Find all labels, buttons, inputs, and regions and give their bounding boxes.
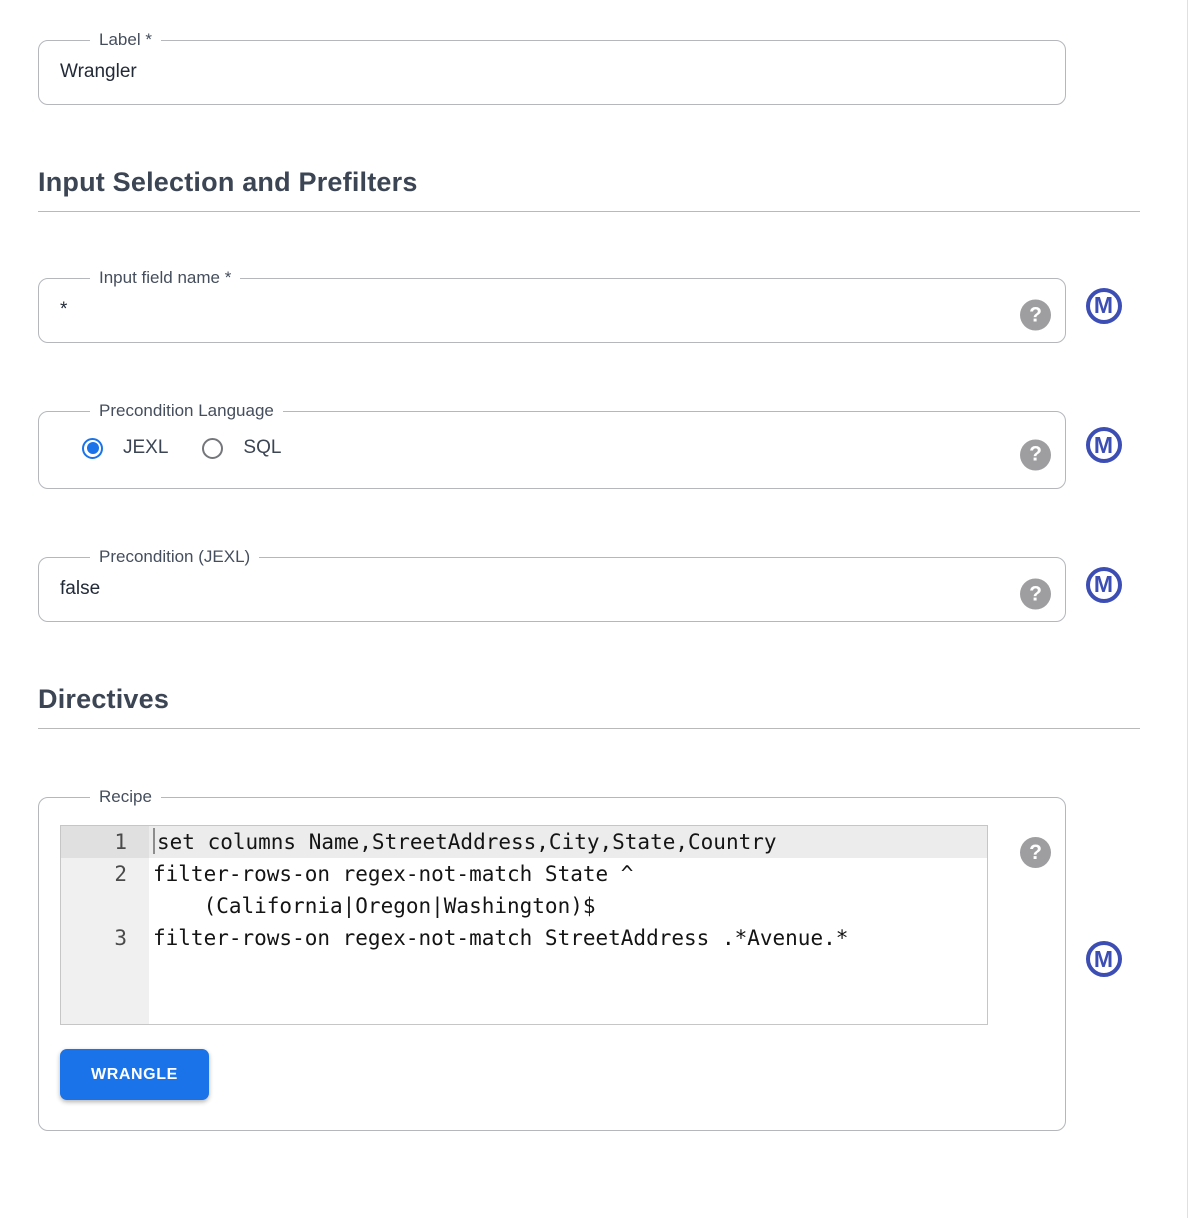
editor-line-number: 3 xyxy=(61,922,149,954)
editor-line-number: 2 xyxy=(61,858,149,890)
precondition-row xyxy=(38,547,1141,622)
macro-icon[interactable]: M xyxy=(1086,427,1122,463)
editor-line-code[interactable] xyxy=(149,826,987,858)
radio-option-jexl[interactable] xyxy=(82,437,168,459)
radio-label-jexl: JEXL xyxy=(123,437,169,458)
section-heading-input-selection: Input Selection and Prefilters xyxy=(38,167,418,197)
editor-line[interactable] xyxy=(61,858,987,890)
panel-right-edge xyxy=(1187,0,1188,1218)
text-cursor xyxy=(153,828,155,854)
editor-line-code[interactable] xyxy=(149,922,987,954)
recipe-editor[interactable] xyxy=(60,825,988,1025)
radio-dot-jexl xyxy=(87,442,99,454)
precondition-language-field xyxy=(38,401,1066,489)
editor-line-code[interactable] xyxy=(149,858,987,890)
precondition-language-radio-group xyxy=(60,425,1045,467)
input-field-name-row xyxy=(38,268,1141,343)
precondition-field[interactable] xyxy=(38,547,1066,622)
section-heading-directives: Directives xyxy=(38,684,170,714)
radio-option-sql[interactable] xyxy=(202,437,281,459)
macro-column xyxy=(1066,941,1141,977)
editor-line-text: (California|Oregon|Washington)$ xyxy=(153,894,596,918)
recipe-legend xyxy=(90,787,161,807)
macro-icon[interactable]: M xyxy=(1086,288,1122,324)
macro-icon[interactable]: M xyxy=(1086,567,1122,603)
label-field-row xyxy=(38,30,1141,105)
editor-line[interactable] xyxy=(61,826,987,858)
editor-line-text: set columns Name,StreetAddress,City,State,Country xyxy=(157,830,777,854)
input-field-name-legend-text: Input field name * xyxy=(99,268,232,287)
label-field-legend-text: Label * xyxy=(99,30,152,49)
help-icon[interactable]: ? xyxy=(1020,439,1051,470)
precondition-input[interactable]: false xyxy=(60,578,101,599)
label-field-legend xyxy=(90,30,161,50)
macro-column xyxy=(1066,427,1141,463)
macro-icon[interactable]: M xyxy=(1086,941,1122,977)
editor-line[interactable] xyxy=(61,922,987,954)
section-divider-directives xyxy=(38,728,1140,729)
macro-column xyxy=(1066,567,1141,603)
wrangle-button[interactable]: WRANGLE xyxy=(60,1049,209,1100)
recipe-row xyxy=(38,787,1141,1131)
input-field-name-legend xyxy=(90,268,240,288)
editor-line-wrap[interactable] xyxy=(61,890,987,922)
radio-icon-sql[interactable] xyxy=(202,438,223,459)
recipe-field xyxy=(38,787,1066,1131)
label-field[interactable] xyxy=(38,30,1066,105)
recipe-legend-text: Recipe xyxy=(99,787,152,806)
precondition-language-legend xyxy=(90,401,283,421)
precondition-legend xyxy=(90,547,259,567)
help-icon[interactable]: ? xyxy=(1020,579,1051,610)
section-divider-input-selection xyxy=(38,211,1140,212)
input-field-name-field[interactable] xyxy=(38,268,1066,343)
help-icon[interactable]: ? xyxy=(1020,837,1051,868)
input-field-name-input[interactable]: * xyxy=(60,299,68,320)
editor-line-number: 1 xyxy=(61,826,149,858)
editor-line-number xyxy=(61,890,149,922)
radio-icon-jexl[interactable] xyxy=(82,438,103,459)
editor-line-code[interactable] xyxy=(149,890,987,922)
editor-line-text: filter-rows-on regex-not-match State ^ xyxy=(153,862,634,886)
precondition-legend-text: Precondition (JEXL) xyxy=(99,547,251,566)
label-input[interactable]: Wrangler xyxy=(60,61,137,82)
macro-column xyxy=(1066,288,1141,324)
help-icon[interactable]: ? xyxy=(1020,300,1051,331)
editor-line-text: filter-rows-on regex-not-match StreetAddress .*Avenue.* xyxy=(153,926,849,950)
precondition-language-legend-text: Precondition Language xyxy=(99,401,274,420)
radio-label-sql: SQL xyxy=(243,437,282,458)
precondition-language-row xyxy=(38,401,1141,489)
